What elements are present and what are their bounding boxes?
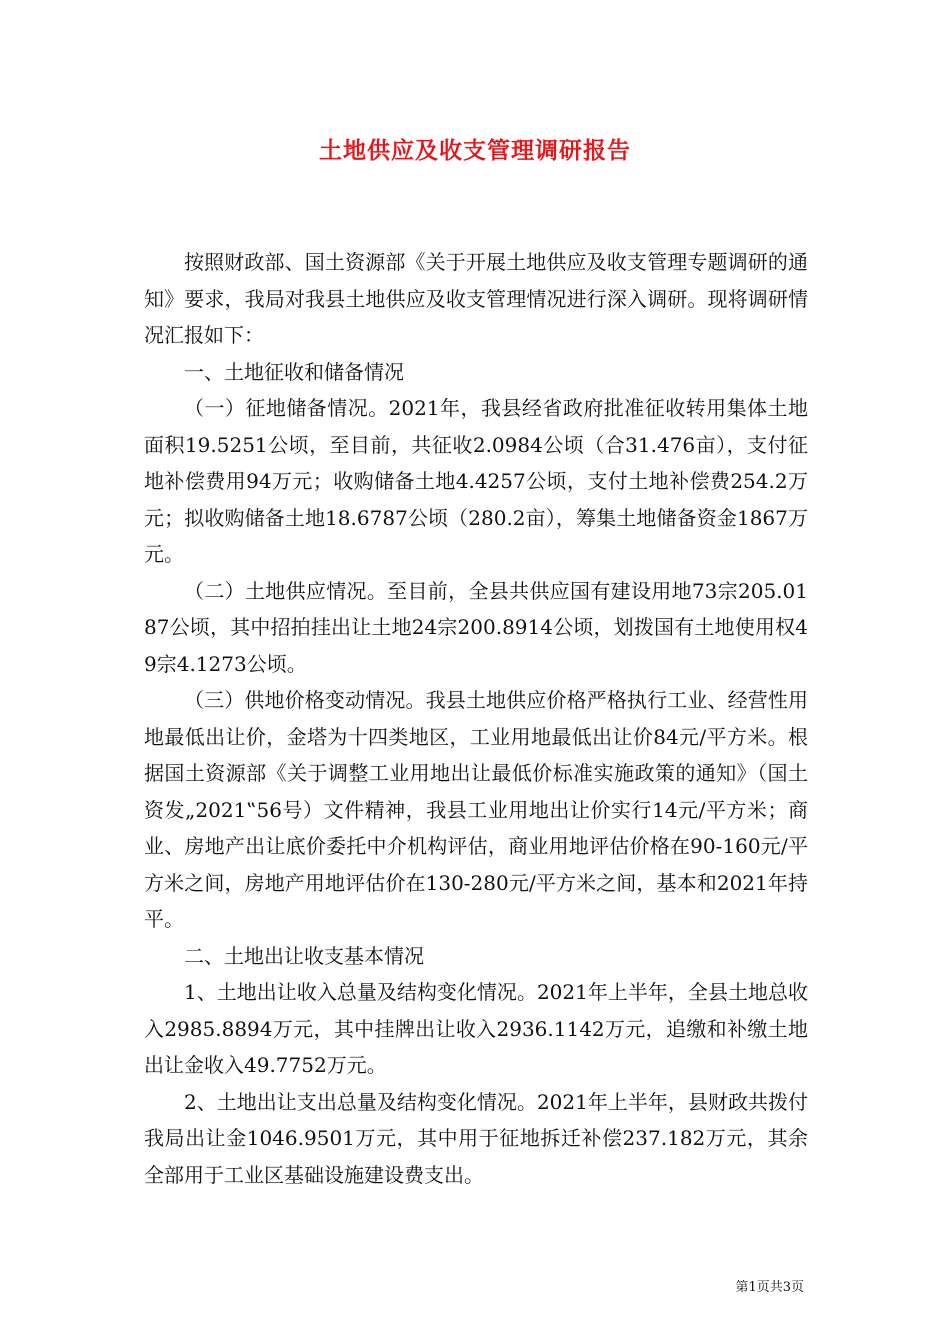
section-heading-1: 一、土地征收和储备情况 (184, 359, 404, 384)
paragraph-land-reserve: （一）征地储备情况。2021年，我县经省政府批准征收转用集体土地面积19.5251公顷，至目前，共征收2.0984公顷（合31.476亩），支付征地补偿费用94万元；收购储备土地4.4257公顷，支付土地补偿费254.2万元；拟收购储备土地18.6787公顷（280.2亩），筹集土地储备资金1867万元。 (144, 396, 808, 566)
paragraph-income: 1、土地出让收入总量及结构变化情况。2021年上半年，全县土地总收入2985.8894万元，其中挂牌出让收入2936.1142万元，追缴和补缴土地出让金收入49.7752万元。 (144, 980, 808, 1077)
section-heading-2: 二、土地出让收支基本情况 (184, 943, 424, 968)
intro-paragraph: 按照财政部、国土资源部《关于开展土地供应及收支管理专题调研的通知》要求，我局对我县土地供应及收支管理情况进行深入调研。现将调研情况汇报如下： (144, 250, 808, 347)
document-title: 土地供应及收支管理调研报告 (319, 137, 631, 164)
document-body (144, 244, 808, 1193)
paragraph-expenditure: 2、土地出让支出总量及结构变化情况。2021年上半年，县财政共拨付我局出让金1046.9501万元，其中用于征地拆迁补偿237.182万元，其余全部用于工业区基础设施建设费支出。 (144, 1089, 808, 1187)
page-number-footer: 第1页共3页 (735, 1280, 804, 1295)
paragraph-land-supply: （二）土地供应情况。至目前，全县共供应国有建设用地73宗205.0187公顷，其中招拍挂出让土地24宗200.8914公顷，划拨国有土地使用权49宗4.1273公顷。 (144, 578, 808, 676)
paragraph-land-price: （三）供地价格变动情况。我县土地供应价格严格执行工业、经营性用地最低出让价，金塔为十四类地区，工业用地最低出让价84元/平方米。根据国土资源部《关于调整工业用地出让最低价标准实施政策的通知》（国土资发„2021‟56号）文件精神，我县工业用地出让价实行14元/平方米；商业、房地产出让底价委托中介机构评估，商业用地评估价格在90-160元/平方米之间，房地产用地评估价在130-280元/平方米之间，基本和2021年持平。 (144, 688, 808, 931)
